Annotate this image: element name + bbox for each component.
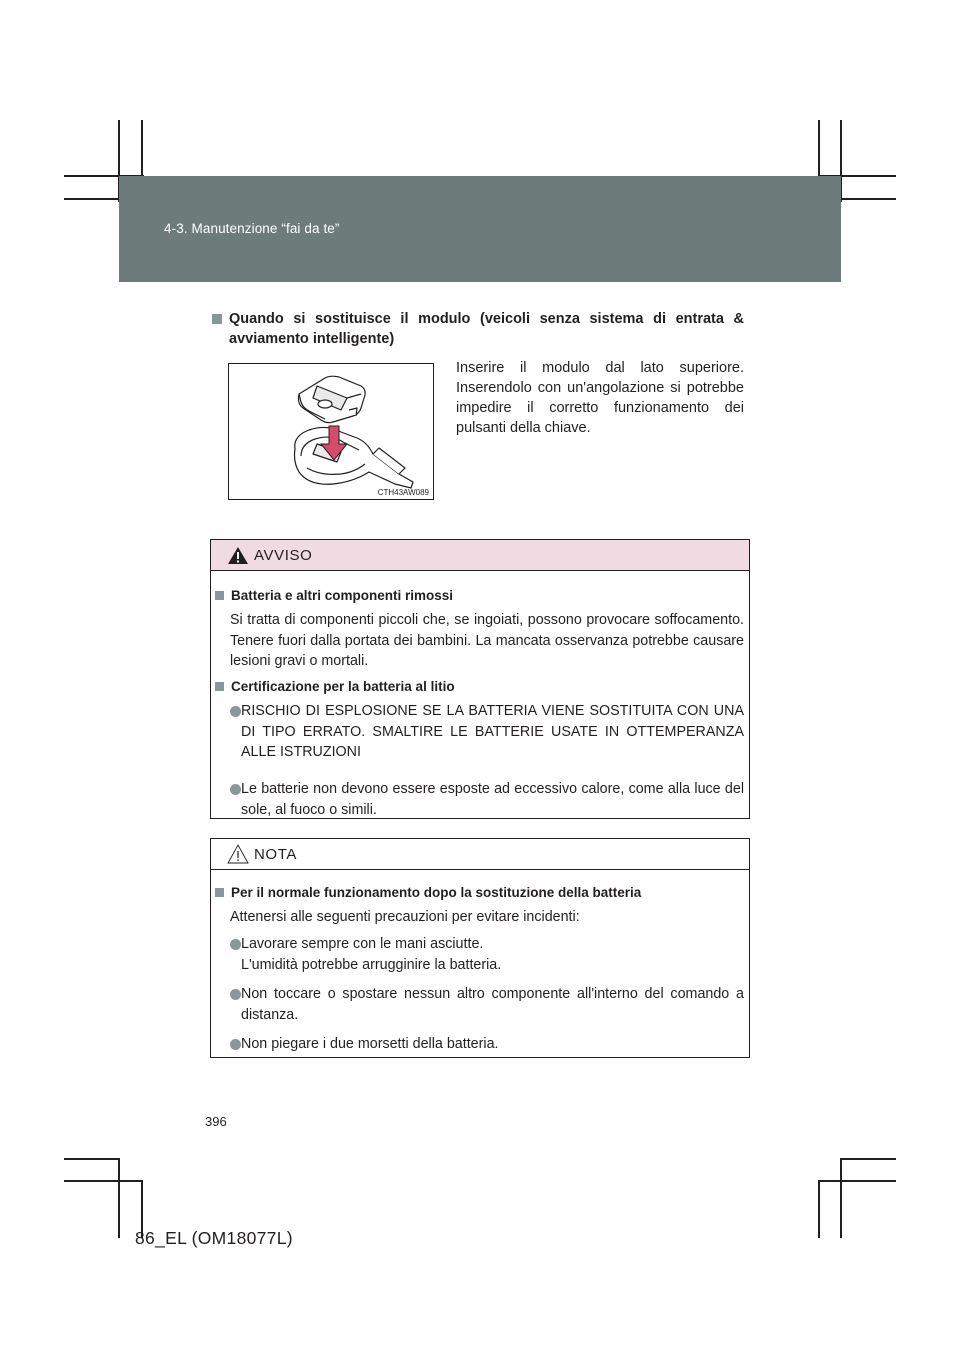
crop-mark — [118, 1158, 120, 1238]
warning-triangle-icon — [227, 546, 249, 565]
note-bullet — [230, 984, 744, 1025]
warning-bullet — [230, 701, 744, 763]
warning-bullet-text: Le batterie non devono essere esposte ad eccessivo calore, come alla luce del sole, al fuoco o simili. — [241, 781, 744, 818]
procedure-heading — [212, 309, 744, 349]
procedure-heading-text: Quando si sostituisce il modulo (veicoli senza sistema di entrata & avviamento intelligente) — [229, 311, 744, 347]
crop-mark — [840, 1158, 896, 1160]
circle-bullet-icon — [230, 1039, 241, 1050]
circle-bullet-icon — [230, 706, 241, 717]
page-number: 396 — [205, 1114, 227, 1129]
square-bullet-icon — [215, 591, 224, 600]
circle-bullet-icon — [230, 784, 241, 795]
key-module-drawing — [229, 364, 433, 499]
note-bullet-line: L'umidità potrebbe arrugginire la batteria. — [241, 956, 502, 973]
note-bullet-text: Non toccare o spostare nessun altro componente all'interno del comando a distanza. — [241, 986, 744, 1023]
note-header — [211, 839, 749, 870]
note-bullet — [230, 934, 744, 975]
section-title: 4-3. Manutenzione “fai da te” — [164, 221, 340, 236]
square-bullet-icon — [215, 682, 224, 691]
note-label: NOTA — [254, 846, 297, 863]
note-bullet-line: Lavorare sempre con le mani asciutte. — [241, 936, 484, 952]
instruction-text: Inserire il modulo dal lato superiore. Inserendolo con un'angolazione si potrebbe impedire il corretto funzionamento dei pulsanti della chiave. — [456, 360, 744, 436]
warning-item-title — [215, 586, 453, 606]
crop-mark — [840, 1158, 842, 1238]
note-item-title — [215, 883, 641, 903]
warning-label: AVVISO — [254, 547, 313, 564]
note-bullet — [230, 1034, 744, 1055]
warning-item-title-text: Certificazione per la batteria al litio — [231, 679, 455, 694]
circle-bullet-icon — [230, 989, 241, 1000]
warning-item-text: Si tratta di componenti piccoli che, se ingoiati, possono provocare soffocamento. Tenere fuori dalla portata dei bambini. La mancata osservanza potrebbe causare lesioni gravi o mortali. — [230, 612, 744, 669]
warning-box — [210, 539, 750, 819]
illustration-code: CTH43AW089 — [377, 488, 429, 497]
note-bullet-text — [230, 934, 744, 975]
warning-header — [211, 540, 749, 571]
square-bullet-icon — [212, 314, 222, 324]
document-code: 86_EL (OM18077L) — [135, 1228, 293, 1248]
illustration-key-module — [228, 363, 434, 500]
note-bullet-text: Non piegare i due morsetti della batteria. — [241, 1036, 499, 1052]
warning-bullet — [230, 779, 744, 820]
crop-mark — [818, 1180, 820, 1238]
crop-mark — [64, 1158, 120, 1160]
circle-bullet-icon — [230, 939, 241, 950]
note-box — [210, 838, 750, 1058]
caution-triangle-icon — [227, 844, 249, 864]
warning-item-title-text: Batteria e altri componenti rimossi — [231, 588, 454, 603]
section-header — [119, 176, 841, 282]
square-bullet-icon — [215, 888, 224, 897]
warning-bullet-text: RISCHIO DI ESPLOSIONE SE LA BATTERIA VIENE SOSTITUITA CON UNA DI TIPO ERRATO. SMALTIRE LE BATTERIE USATE IN OTTEMPERANZA ALLE ISTRUZIONI — [241, 703, 744, 760]
note-item-title-text: Per il normale funzionamento dopo la sostituzione della batteria — [231, 885, 642, 900]
warning-item-title — [215, 677, 455, 697]
crop-mark — [818, 1180, 896, 1182]
note-item-text: Attenersi alle seguenti precauzioni per evitare incidenti: — [230, 909, 580, 925]
crop-mark — [64, 1180, 143, 1182]
